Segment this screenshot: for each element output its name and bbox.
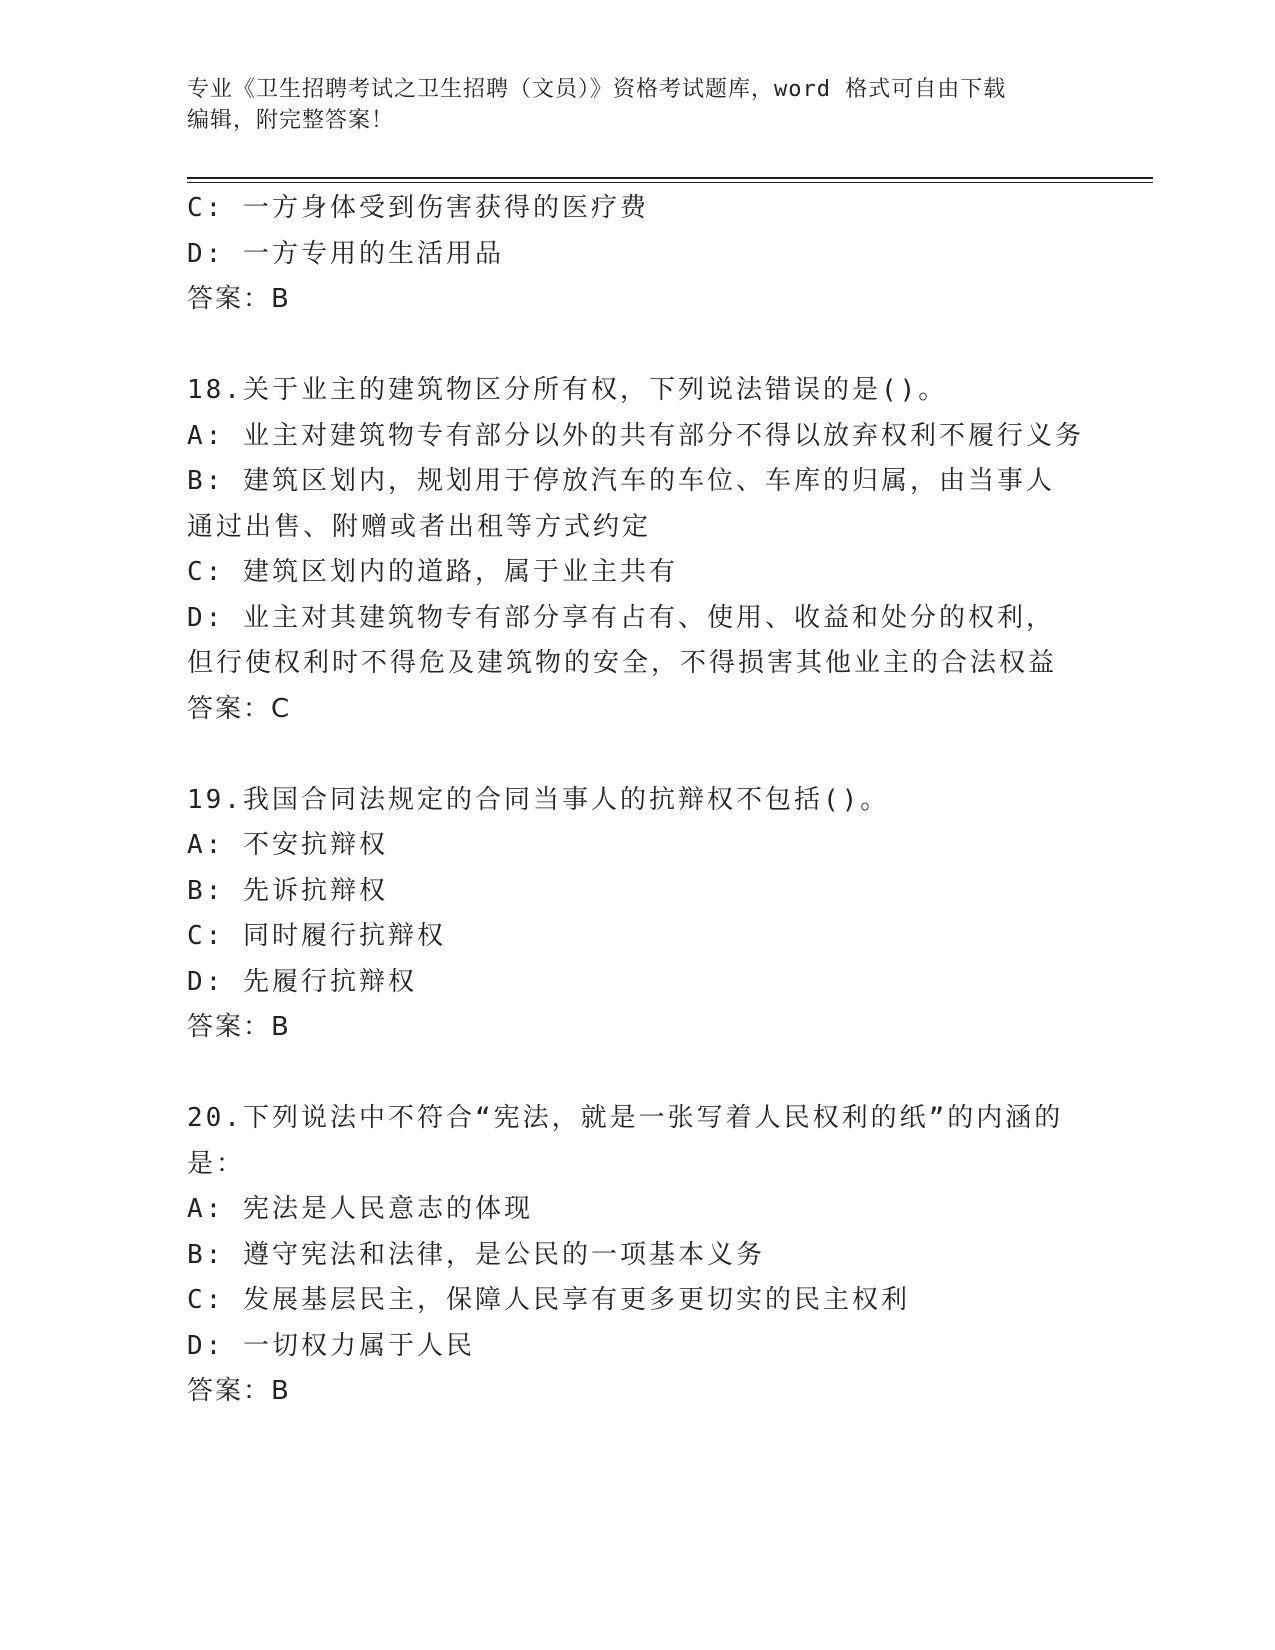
q17-option-d: D: 一方专用的生活用品 (187, 238, 504, 269)
q18-stem: 18.关于业主的建筑物区分所有权，下列说法错误的是()。 (187, 375, 948, 405)
q20-stem: 20.下列说法中不符合“宪法，就是一张写着人民权利的纸”的内涵的是： (187, 1103, 1064, 1179)
header-line-2: 编辑，附完整答案！ (187, 108, 395, 133)
q18-option-b: B: 建筑区划内，规划用于停放汽车的车位、车库的归属，由当事人通过出售、附赠或者出租等方式约定 (187, 466, 1055, 542)
q19-option-c: C: 同时履行抗辩权 (187, 921, 446, 951)
spacer (187, 323, 1077, 369)
spacer (187, 1051, 1077, 1097)
q20-option-c: C: 发展基层民主，保障人民享有更多更切实的民主权利 (187, 1285, 910, 1315)
q18-option-a: A: 业主对建筑物专有部分以外的共有部分不得以放弃权利不履行义务 (187, 420, 1084, 451)
q19-option-a: A: 不安抗辩权 (187, 830, 388, 860)
q19-stem: 19.我国合同法规定的合同当事人的抗辩权不包括()。 (187, 784, 890, 815)
q20-option-d: D: 一切权力属于人民 (187, 1330, 475, 1361)
spacer (187, 732, 1077, 778)
q20-option-a: A: 宪法是人民意志的体现 (187, 1194, 533, 1224)
header-rule-thick (187, 177, 1153, 179)
header-rule-thin (187, 182, 1153, 183)
q18-option-d: D: 业主对其建筑物专有部分享有占有、使用、收益和处分的权利，但行使权利时不得危及建筑物的安全，不得损害其他业主的合法权益 (187, 602, 1058, 678)
q18-answer: 答案：C (187, 693, 292, 724)
header-line-1: 专业《卫生招聘考试之卫生招聘（文员）》资格考试题库，word 格式可自由下载 (187, 77, 1007, 102)
q20-answer: 答案：B (187, 1376, 291, 1406)
page-header (187, 74, 1067, 136)
q20-option-b: B: 遵守宪法和法律，是公民的一项基本义务 (187, 1239, 765, 1270)
q17-option-c: C: 一方身体受到伤害获得的医疗费 (187, 193, 649, 223)
q17-answer: 答案：B (187, 284, 291, 314)
q19-option-d: D: 先履行抗辩权 (187, 966, 417, 997)
q19-answer: 答案：B (187, 1012, 291, 1042)
question-content (187, 186, 1084, 1415)
q18-option-c: C: 建筑区划内的道路，属于业主共有 (187, 557, 678, 587)
q19-option-b: B: 先诉抗辩权 (187, 875, 388, 906)
